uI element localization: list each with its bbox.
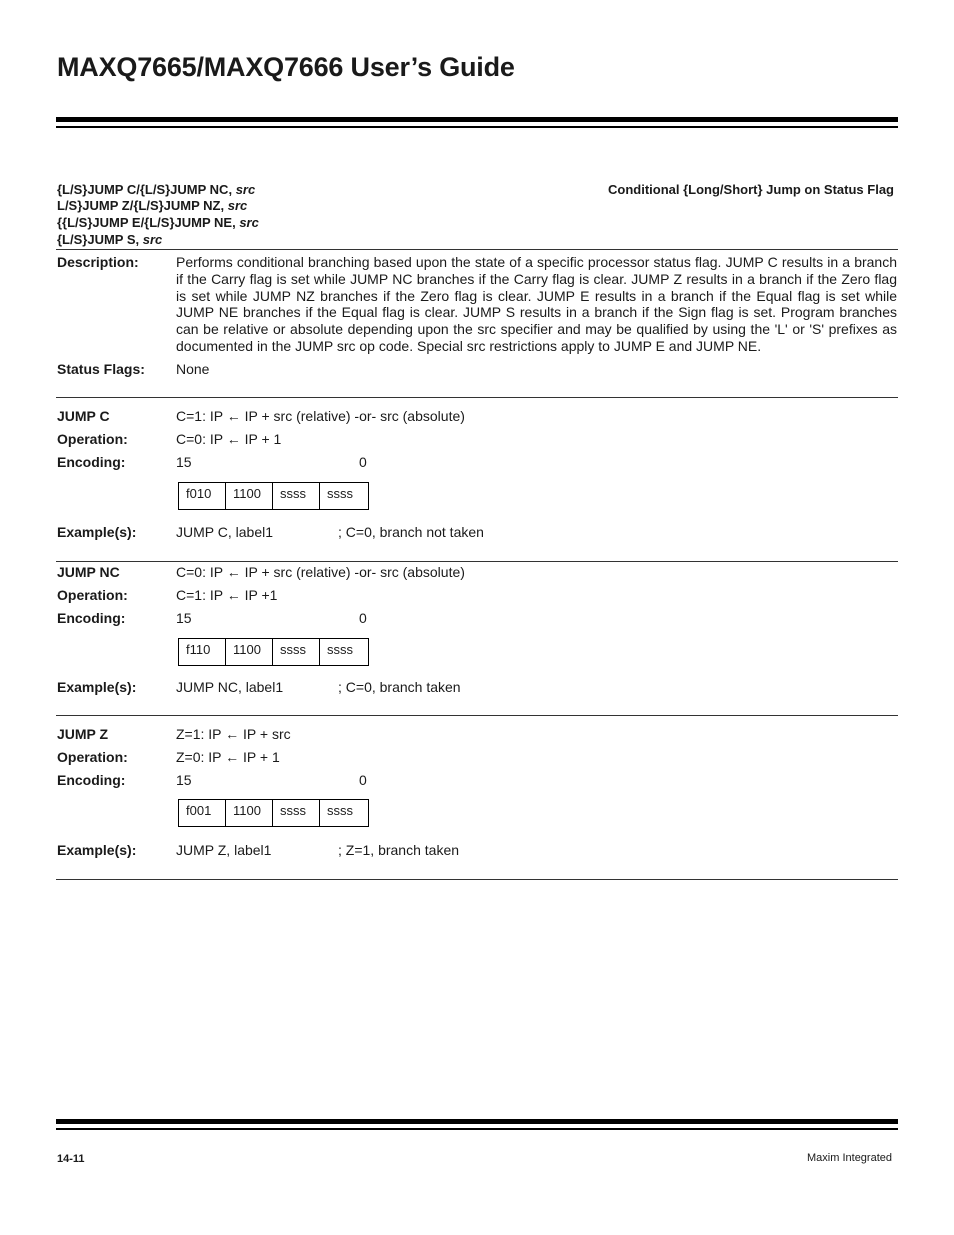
section-divider bbox=[56, 879, 898, 880]
operation-line-2: C=0: IP ← IP + 1 bbox=[176, 431, 282, 447]
bit-high: 15 bbox=[176, 454, 192, 470]
operation-label: Operation: bbox=[57, 587, 128, 603]
heading-line-3: {{L/S}JUMP E/{L/S}JUMP NE, src bbox=[57, 215, 259, 230]
encoding-cell: 1100 bbox=[226, 483, 273, 509]
encoding-cell: ssss bbox=[327, 642, 353, 657]
heading-divider bbox=[56, 249, 898, 250]
encoding-cell: ssss bbox=[273, 483, 320, 509]
encoding-cell: ssss bbox=[273, 639, 320, 665]
page-number: 14-11 bbox=[57, 1153, 85, 1165]
example-comment: ; C=0, branch not taken bbox=[338, 524, 484, 540]
example-code: JUMP C, label1 bbox=[176, 524, 274, 540]
encoding-cell: 1100 bbox=[226, 800, 273, 826]
section-divider bbox=[56, 715, 898, 716]
operation-line-1: C=1: IP ← IP + src (relative) -or- src (absolute) bbox=[176, 408, 465, 424]
encoding-cell: f110 bbox=[179, 639, 226, 665]
operation-line-2: C=1: IP ← IP +1 bbox=[176, 587, 278, 603]
description-label: Description: bbox=[57, 254, 139, 270]
document-title: MAXQ7665/MAXQ7666 User’s Guide bbox=[57, 52, 515, 82]
encoding-label: Encoding: bbox=[57, 772, 126, 788]
encoding-cell: ssss bbox=[273, 800, 320, 826]
examples-label: Example(s): bbox=[57, 679, 137, 695]
description-text: Performs conditional branching based upon the state of a specific processor status flag. JUMP C results in a branch if the Carry flag is set while JUMP NC branches if the Carry flag is clear. JUMP Z results in a branch if the Zero flag is set while JUMP NZ branches if the Zero flag is clear. JUMP E results in a branch if the Equal flag is set while JUMP NE branches if the Equal flag is clear. JUMP S results in a branch if the Sign flag is set. Program branches can be relative or absolute depending upon the src specifier and may be qualified by using the 'L' or 'S' prefixes as documented in the JUMP src op code. Special src restrictions apply to JUMP E and JUMP NE. bbox=[176, 254, 897, 354]
encoding-table bbox=[178, 482, 369, 510]
bit-high: 15 bbox=[176, 772, 192, 788]
bit-low: 0 bbox=[359, 772, 367, 788]
operation-line-1: Z=1: IP ← IP + src bbox=[176, 726, 291, 742]
section-name: JUMP C bbox=[57, 408, 110, 424]
operation-line-2: Z=0: IP ← IP + 1 bbox=[176, 749, 280, 765]
section-divider bbox=[56, 397, 898, 398]
encoding-label: Encoding: bbox=[57, 610, 126, 626]
encoding-cell: ssss bbox=[327, 486, 353, 501]
section-name: JUMP NC bbox=[57, 564, 120, 580]
operation-line-1: C=0: IP ← IP + src (relative) -or- src (absolute) bbox=[176, 564, 465, 580]
example-code: JUMP NC, label1 bbox=[176, 679, 284, 695]
encoding-cell: ssss bbox=[327, 803, 353, 818]
encoding-table bbox=[178, 638, 369, 666]
examples-label: Example(s): bbox=[57, 842, 137, 858]
encoding-table bbox=[178, 799, 369, 827]
bit-high: 15 bbox=[176, 610, 192, 626]
heading-line-1: {L/S}JUMP C/{L/S}JUMP NC, src bbox=[57, 182, 256, 197]
example-comment: ; C=0, branch taken bbox=[338, 679, 461, 695]
header-rule-thick bbox=[56, 117, 898, 122]
examples-label: Example(s): bbox=[57, 524, 137, 540]
heading-line-2: L/S}JUMP Z/{L/S}JUMP NZ, src bbox=[57, 198, 248, 213]
encoding-cell: f001 bbox=[179, 800, 226, 826]
section-name: JUMP Z bbox=[57, 726, 109, 742]
bit-low: 0 bbox=[359, 610, 367, 626]
example-code: JUMP Z, label1 bbox=[176, 842, 272, 858]
company-name: Maxim Integrated bbox=[807, 1152, 892, 1164]
section-divider bbox=[56, 561, 898, 562]
encoding-label: Encoding: bbox=[57, 454, 126, 470]
instruction-category: Conditional {Long/Short} Jump on Status Flag bbox=[608, 182, 894, 197]
header-rule-thin bbox=[56, 126, 898, 128]
footer-rule-thin bbox=[56, 1128, 898, 1130]
example-comment: ; Z=1, branch taken bbox=[338, 842, 460, 858]
operation-label: Operation: bbox=[57, 749, 128, 765]
status-flags-label: Status Flags: bbox=[57, 361, 145, 377]
status-flags-value: None bbox=[176, 361, 210, 377]
heading-line-4: {L/S}JUMP S, src bbox=[57, 232, 163, 247]
operation-label: Operation: bbox=[57, 431, 128, 447]
bit-low: 0 bbox=[359, 454, 367, 470]
encoding-cell: f010 bbox=[179, 483, 226, 509]
encoding-cell: 1100 bbox=[226, 639, 273, 665]
footer-rule-thick bbox=[56, 1119, 898, 1124]
